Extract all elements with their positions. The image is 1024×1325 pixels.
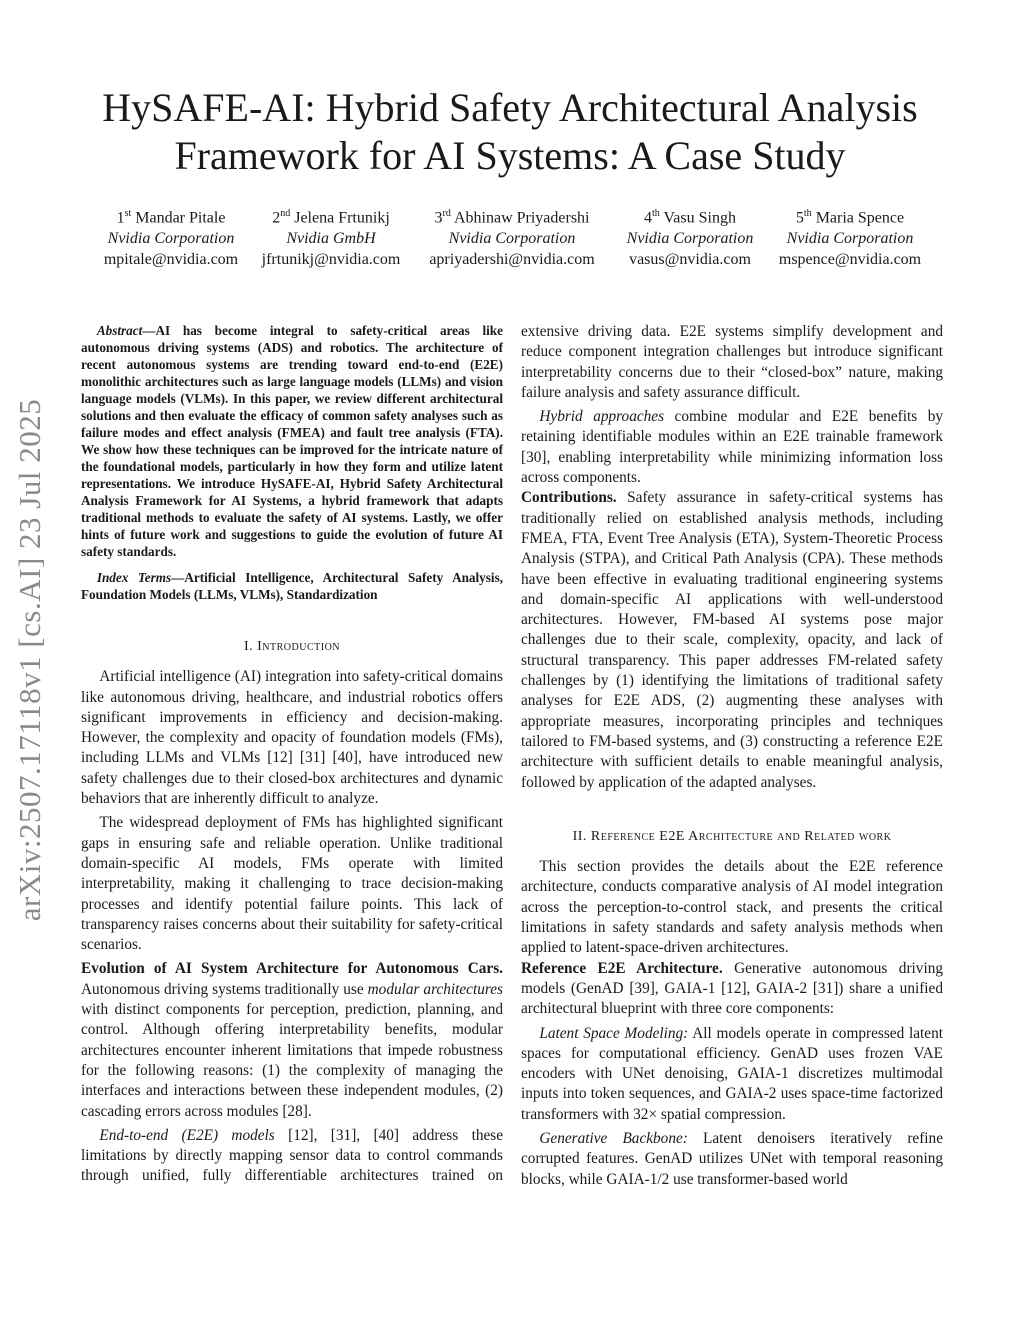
author-email: jfrtunikj@nvidia.com <box>261 251 401 269</box>
text-span: Latent denoisers iteratively refine corrupted features. GenAD utilizes UNet with temporal reasoning blocks, while GAIA-1/2 use transformer-based world <box>521 1129 943 1188</box>
author-ordinal: 2 <box>272 209 281 227</box>
title-line-1: HySAFE-AI: Hybrid Safety Architectural Analysis <box>102 85 918 130</box>
author-block <box>750 203 950 270</box>
author-block <box>231 203 431 270</box>
run-in-heading: Reference E2E Architecture. <box>521 959 723 977</box>
paragraph <box>521 857 943 958</box>
text-span: Autonomous driving systems traditionally use <box>81 980 368 998</box>
abstract-label: Abstract— <box>96 323 156 338</box>
text-span: Safety assurance in safety-critical systems has traditionally relied on established analysis methods, including FMEA, FTA, Event Tree Analysis (ETA), System-Theoretic Process Analysis (STPA), and Critical Path Analysis (CPA). These methods have been effective in evaluating traditional engineering systems and domain-specific AI applications with well-understood architectures. However, FM-based AI systems pose major challenges due to their scale, complexity, opacity, and lack of structural transparency. This paper addresses FM-related safety challenges by (1) identifying the limitations of traditional safety analyses for E2E ADS, (2) augmenting these analyses with appropriate measures, incorporating principles and techniques tailored to FM-based systems, and (3) constructing a reference E2E architecture with sufficient details to enable meaningful analysis, followed by application of the adapted analyses. <box>521 489 943 791</box>
emphasis: End-to-end (E2E) models <box>99 1126 275 1144</box>
author-name: Jelena Frtunikj <box>294 209 390 227</box>
text-span: with distinct components for perception, prediction, planning, and control. Although offering interpretability benefits, modular architectures encounter inherent limitations that impede robustness for the following reasons: (1) the complexity of managing the interfaces and interactions between these independent modules, (2) cascading errors across modules [28]. <box>81 1001 503 1120</box>
run-in-heading: Evolution of AI System Architecture for Autonomous Cars. <box>81 960 503 978</box>
section-heading: II. Reference E2E Architecture and Related work <box>572 828 892 844</box>
two-column-body <box>81 322 943 1207</box>
author-affiliation: Nvidia Corporation <box>626 230 754 248</box>
author-ordinal: 3 <box>434 209 443 227</box>
author-ordinal: 5 <box>795 209 804 227</box>
emphasis: Latent Space Modeling: <box>539 1024 689 1042</box>
paragraph <box>521 407 943 488</box>
paragraph: The widespread deployment of FMs has highlighted significant gaps in ensuring safe and reliable operation. Unlike traditional domain-specific AI models, FMs operate with limited interpretability, making it challenging to trace decision-making processes and identify potential failure points. This lack of transparency raises concerns about their suitability for safety-critical scenarios. <box>81 814 503 954</box>
paragraph <box>521 1129 943 1190</box>
text-span: Generative autonomous driving models (GenAD [39], GAIA-1 [12], GAIA-2 [31]) share a unified architectural blueprint with three core components: <box>521 959 943 1018</box>
abstract <box>81 322 503 560</box>
paragraph <box>521 1024 943 1125</box>
paragraph <box>521 488 943 792</box>
paragraph: Artificial intelligence (AI) integration into safety-critical domains like autonomous driving, healthcare, and industrial robotics offers significant improvements in efficiency and decision-making. However, the complexity and opacity of foundation models (FMs), including LLMs and VLMs [12] [31] [40], have introduced new safety challenges due to their closed-box architectures and dynamic behaviors that are inherently difficult to analyze. <box>81 668 503 808</box>
emphasis: modular architectures <box>367 980 504 998</box>
author-ordinal: 4 <box>644 209 653 227</box>
index-terms-label: Index Terms <box>96 570 172 585</box>
author-ordinal-suffix: nd <box>280 208 291 219</box>
author-affiliation: Nvidia Corporation <box>786 230 914 248</box>
author-name: Vasu Singh <box>663 209 736 227</box>
abstract-text: AI has become integral to safety-critical areas like autonomous driving systems (ADS) and robotics. The architecture of recent autonomous systems are trending toward end-to-end (E2E) monolithic architectures such as large language models (LLMs) and vision language models (VLMs). In this paper, we review different architectural solutions and then evaluate the efficacy of common safety analyses such as failure modes and effect analysis (FMEA) and fault tree analysis (FTA). We show how these techniques can be improved for the intricate nature of the foundational models, particularly in how they form and utilize latent representations. We introduce HySAFE-AI, Hybrid Safety Architectural Analysis Framework for AI Systems, a hybrid framework that adapts traditional methods to evaluate the safety of AI systems. Lastly, we offer hints of future work and suggestions to guide the evolution of future AI safety standards. <box>81 323 503 559</box>
title-line-2: Framework for AI Systems: A Case Study <box>174 133 846 178</box>
author-name: Maria Spence <box>815 209 905 227</box>
text-span: [12], [31], [40] address these limitations by directly mapping sensor data to control commands through unified, fully differentiable architectures trained on extensive driving data. E2E systems simplify development and reduce component integration challenges but introduce significant interpretability concerns due to their “closed-box” nature, making failure analysis and safety assurance difficult. <box>81 323 943 1185</box>
author-affiliation: Nvidia GmbH <box>286 230 376 248</box>
emphasis: Hybrid approaches <box>539 408 665 426</box>
author-ordinal-suffix: st <box>124 208 132 219</box>
text-span: All models operate in compressed latent spaces for computational efficiency. GenAD uses frozen VAE encoders with UNet denoising, GAIA-1 discretizes multimodal inputs into token sequences, and GAIA-2 uses space-time factorized transformers with 32× spatial compression. <box>521 1024 943 1123</box>
author-email: mpitale@nvidia.com <box>103 251 239 269</box>
author-ordinal-suffix: th <box>652 208 660 219</box>
section-heading: I. Introduction <box>243 639 341 654</box>
paragraph <box>521 959 943 1020</box>
author-name: Mandar Pitale <box>135 209 226 227</box>
author-email: vasus@nvidia.com <box>629 251 751 269</box>
emphasis: Generative Backbone: <box>539 1129 688 1147</box>
arxiv-identifier: arXiv:2507.17118v1 [cs.AI] 23 Jul 2025 <box>12 398 47 922</box>
author-ordinal: 1 <box>116 209 125 227</box>
author-name: Abhinaw Priyadershi <box>453 209 590 227</box>
paragraph <box>81 959 503 1121</box>
index-terms <box>81 569 503 603</box>
author-affiliation: Nvidia Corporation <box>107 230 235 248</box>
text-span: This section provides the details about the E2E reference architecture, conducts comparative analysis of AI model integration across the perception-to-control stack, and presents the critical limitations in safety standards and safety analysis methods when applied to latent-space-driven architectures. <box>521 858 943 957</box>
text-span: combine modular and E2E benefits by retaining identifiable modules within an E2E trainable framework [30], enabling interpretability while minimizing information loss across components. <box>521 408 943 487</box>
author-email: apriyadershi@nvidia.com <box>429 251 595 269</box>
index-terms-text: —Artificial Intelligence, Architectural Safety Analysis, Foundation Models (LLMs, VLMs), Standardization <box>81 570 504 602</box>
author-email: mspence@nvidia.com <box>778 251 922 269</box>
run-in-heading: Contributions. <box>521 489 617 507</box>
author-ordinal-suffix: th <box>803 208 812 219</box>
author-affiliation: Nvidia Corporation <box>448 230 576 248</box>
author-ordinal-suffix: rd <box>442 208 451 219</box>
paper-title <box>60 84 960 180</box>
author-block <box>412 203 612 270</box>
